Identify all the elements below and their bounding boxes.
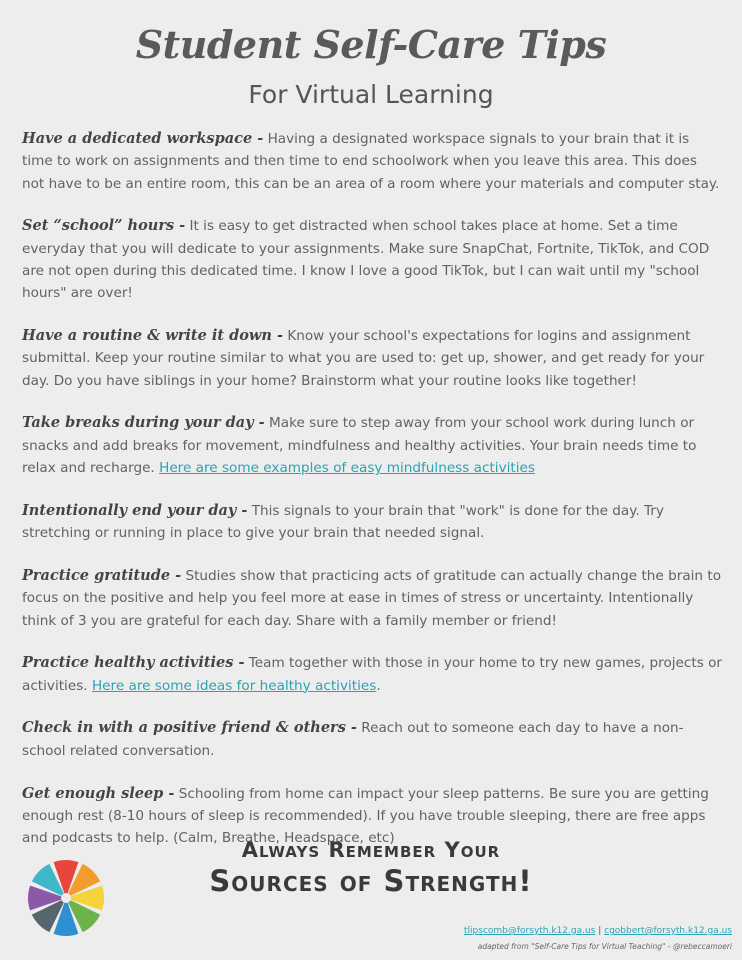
tip-heading: Practice healthy activities - xyxy=(22,654,245,672)
tip-text: Reach out to someone each day to have a non-school related conversation. xyxy=(22,720,684,759)
tips-list xyxy=(22,128,722,870)
healthy-activities-link[interactable]: Here are some ideas for healthy activities xyxy=(91,677,377,694)
tip-heading: Have a dedicated workspace - xyxy=(22,130,264,147)
footer-separator: | xyxy=(595,926,605,936)
tip-routine xyxy=(22,325,722,392)
tip-text: Team together with those in your home to try new games, projects or activities. xyxy=(22,655,723,694)
email-link-cgobbert[interactable]: cgobbert@forsyth.k12.ga.us xyxy=(604,926,732,936)
closing-line-2: Sources of Strength! xyxy=(209,864,533,898)
tip-heading: Set “school” hours - xyxy=(22,217,186,235)
footer-contacts xyxy=(464,926,732,936)
page-title: Student Self-Care Tips xyxy=(135,22,607,67)
email-link-tlipscomb[interactable]: tlipscomb@forsyth.k12.ga.us xyxy=(464,926,596,936)
mindfulness-activities-link[interactable]: Here are some examples of easy mindfulness activities xyxy=(159,460,535,477)
tip-heading: Practice gratitude - xyxy=(22,566,182,584)
page-subtitle: For Virtual Learning xyxy=(248,80,494,109)
tip-text: This signals to your brain that "work" is done for the day. Try stretching or running in place to give your brain that needed signal. xyxy=(22,502,664,542)
tip-text: Having a designated workspace signals to your brain that it is time to work on assignments and then time to end schoolwork when you leave this area. This does not have to be an entire room, this can be an area of a room where your materials and computer stay. xyxy=(22,131,720,192)
tip-heading: Have a routine & write it down - xyxy=(22,327,284,345)
tip-heading: Intentionally end your day - xyxy=(22,501,248,519)
tip-heading: Take breaks during your day - xyxy=(22,414,265,432)
tip-text: It is easy to get distracted when school takes place at home. Set a time everyday that you will dedicate to your assignments. Make sure SnapChat, Fortnite, TikTok, and COD are not open during this dedicated time. I know I love a good TikTok, but I can wait until my "school hours" are over! xyxy=(22,218,710,302)
tip-breaks xyxy=(22,412,722,479)
tip-text: Know your school's expectations for logins and assignment submittal. Keep your routine similar to what you are used to: get up, shower, and get ready for your day. Do you have siblings in your home? Brainstorm what your routine looks like together! xyxy=(22,328,705,389)
tip-end-day xyxy=(22,500,722,545)
tip-text: Make sure to step away from your school work during lunch or snacks and add breaks for movement, mindfulness and healthy activities. Your brain needs time to relax and recharge. xyxy=(22,415,697,477)
tip-heading: Get enough sleep - xyxy=(22,784,175,802)
tip-school-hours xyxy=(22,215,722,304)
closing-line-1: Always Remember Your xyxy=(241,838,501,862)
tip-workspace xyxy=(22,128,722,195)
tip-heading: Check in with a positive friend & others - xyxy=(22,719,357,737)
tip-positive-friend xyxy=(22,717,722,762)
tip-gratitude xyxy=(22,565,722,632)
tip-text: Studies show that practicing acts of gratitude can actually change the brain to focus on the positive and help you feel more at ease in times of stress or uncertainty. Intentionally think of 3 you are grateful for each day. Share with a family member or friend! xyxy=(22,567,722,629)
footer-credit: adapted from "Self-Care Tips for Virtual Teaching" - @rebeccamoeri xyxy=(477,942,732,951)
tip-healthy-activities xyxy=(22,652,722,697)
tip-text: Schooling from home can impact your sleep patterns. Be sure you are getting enough rest (8-10 hours of sleep is recommended). If you have trouble sleeping, there are free apps and podcasts to help. (Calm, Breathe, Headspace, etc) xyxy=(22,785,709,847)
tip-text-after: . xyxy=(376,677,381,694)
